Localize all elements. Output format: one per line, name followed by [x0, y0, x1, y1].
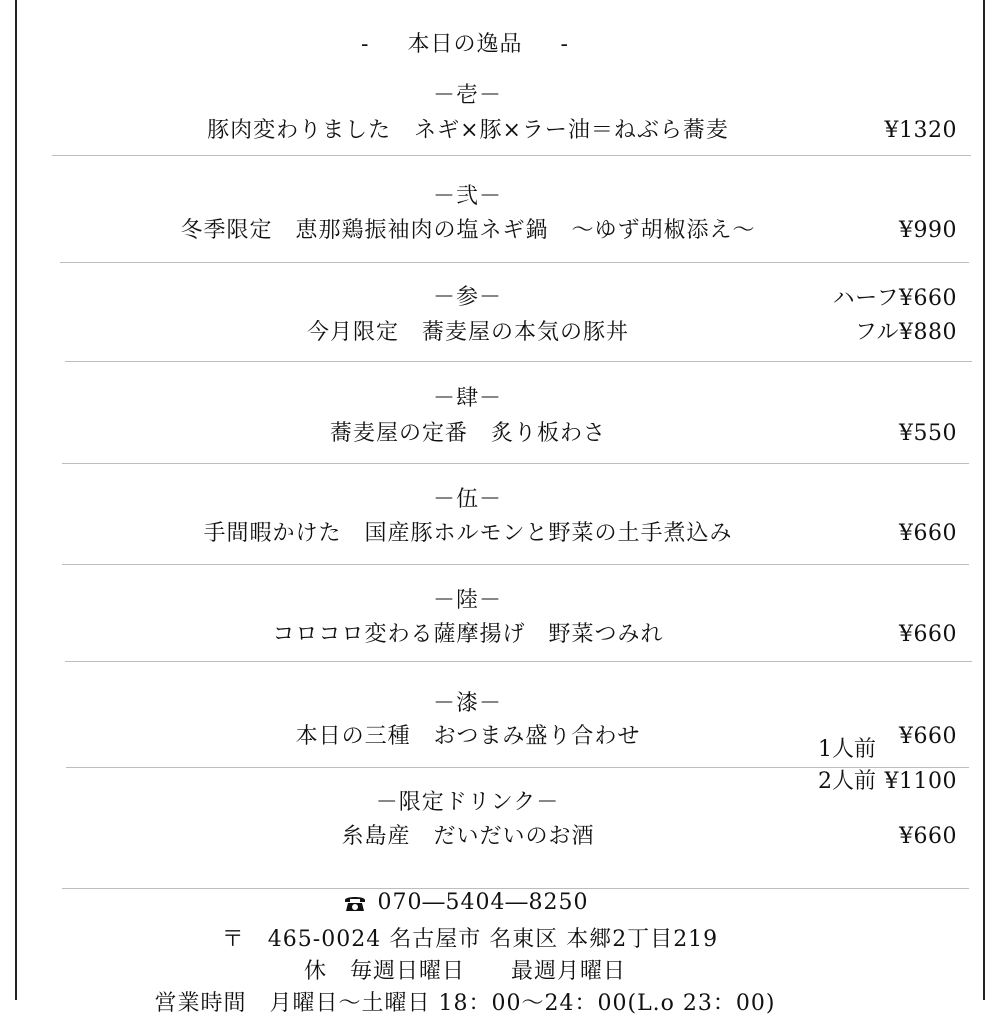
menu-item-price: ¥660	[899, 824, 957, 849]
phone-number	[0, 887, 930, 919]
divider-line	[62, 564, 969, 565]
menu-header	[330, 28, 600, 62]
page-border-left	[15, 0, 17, 1000]
item-number-label: －伍－	[432, 487, 502, 512]
menu-item-name: コロコロ変わる薩摩揚げ 野菜つみれ	[272, 622, 664, 647]
item-number-label: －漆－	[432, 691, 502, 716]
menu-item-name: 手間暇かけた 国産豚ホルモンと野菜の土手煮込み	[203, 521, 733, 546]
menu-item-name: 糸島産 だいだいのお酒	[341, 824, 595, 849]
menu-item-name: 豚肉変わりました ネギ×豚×ラー油＝ねぶら蕎麦	[207, 118, 729, 143]
menu-item-name: 冬季限定 恵那鶏振袖肉の塩ネギ鍋 ～ゆず胡椒添え～	[180, 218, 756, 243]
menu-item-price: ¥660	[899, 622, 957, 647]
item-number-label: －肆－	[432, 386, 502, 411]
portion-label-two: 2人前	[818, 769, 876, 794]
item-number-label: －限定ドリンク－	[375, 790, 560, 815]
menu-item-price-two: ¥1100	[884, 769, 957, 794]
menu-item-name: 蕎麦屋の定番 炙り板わさ	[329, 421, 606, 446]
phone-text: 070―5404―8250	[377, 890, 589, 915]
item-number-label: －陸－	[432, 588, 502, 613]
item-number-label: －参－	[432, 285, 502, 310]
business-hours: 営業時間 月曜日～土曜日 18：00～24：00(L.o 23：00)	[154, 991, 776, 1016]
menu-item-name: 本日の三種 おつまみ盛り合わせ	[295, 724, 641, 749]
menu-item-price-half: ハーフ¥660	[832, 286, 957, 311]
telephone-icon	[342, 892, 368, 914]
menu-item-price: ¥660	[899, 521, 957, 546]
divider-line	[60, 262, 969, 263]
menu-item-price: ¥550	[899, 421, 957, 446]
divider-line	[62, 463, 969, 464]
menu-item-price-one: ¥660	[899, 724, 957, 749]
menu-item-price: ¥1320	[884, 118, 957, 143]
item-number-label: －壱－	[432, 83, 502, 108]
divider-line	[65, 361, 972, 362]
header-dash-right: -	[560, 32, 569, 57]
menu-item-name: 今月限定 蕎麦屋の本気の豚丼	[306, 320, 629, 345]
menu-title: 本日の逸品	[407, 32, 523, 57]
divider-line	[52, 155, 971, 156]
address-line: 〒 465-0024 名古屋市 名東区 本郷2丁目219	[221, 927, 719, 952]
header-dash-left: -	[361, 32, 370, 57]
menu-item-price: ¥990	[899, 218, 957, 243]
page-border-right	[983, 0, 985, 1000]
item-number-label: －弐－	[432, 184, 502, 209]
closed-days: 休 毎週日曜日 最週月曜日	[303, 959, 626, 984]
portion-label-one: 1人前	[818, 737, 876, 762]
divider-line	[65, 661, 972, 662]
menu-item-price-full: フル¥880	[854, 320, 957, 345]
